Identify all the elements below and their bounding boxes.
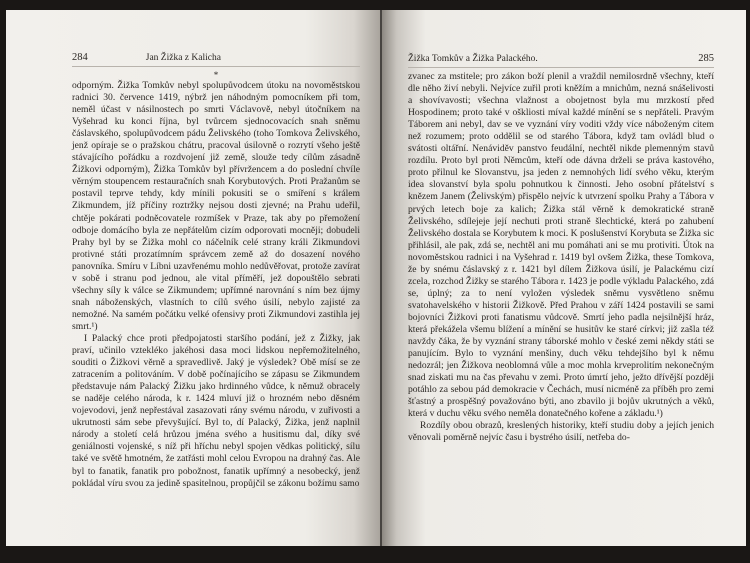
right-page-header (408, 53, 714, 68)
paragraph: zvanec za mstitele; pro zákon boží plenil a vraždil nemilosrdně všechny, kteří dle něho živí nebyli. Nejvíce zuřil proti kněžím a mnichům, nezná snášelivosti a shovívavosti; všechna vlažnost a obojetnost byla mu mrzkostí před Hospodinem; proto také v oškliosti míval každé mínění se s nepřáteli. Pravým Táborem ani nebyl, dav se ve vyznání víry voditi vždy více náboženým citem než rozumem; proto oddělil se od starého Tábora, když tam ovládl blud o svátosti oltářní. Nenáviděv panstvo feudální, nechtěl nikde plemenným stavů rozdílu. Proto byl proti Němcům, kteří ode dávna drželi se práva kastového, proto přilnul ke Slovanstvu, jsa jeden z nemnohých lidí svého věku, kterým idea slovanství byla spolu pohnutkou k činnosti. Jeho osobní přátelství s knězem Janem (Želivským) přispělo nejvíc k utvrzení spolku Prahy a Tábora v prvých letech boje za kalich; Žižka stál věrně k demokratické straně Želivského, sdílejeje její nechuti proti straně šlechtické, která po zahubení Želivského dostala se Korybutem k moci. K poslušenství Korybuta se Žižka sic přihlásil, ale pak, zdá se, nechtěl ani mu pomáhati ani se mu protiviti. Útok na novoměstskou radnici i na Vyšehrad r. 1419 byl ovšem Žižka, these Tomkova, že by snému čáslavský z r. 1421 byl dílem Žižkova úsilí, je Palackému cizí zcela, rozchod Žižky se starého Tábora r. 1423 je podle výkladu Palackého, zdá se, úplný; za to není vyložen výsledek sněmu vysvětleno sněmu svatohavelského v historii Žižkově. Před Prahou v září 1424 postavili se sami bojovníci Žižkovi proti fanatismu vůdcově. Smrtí jeho padla nejsilnější hráz, která překážela všemu blížení a mínění se husitův ke staré církvi; již zašla též navždy čáka, že by vyznání strany táborské mohlo v české zemi někdy státi se panujícím. Bylo to vyznání menšiny, duch věku tehdejšího byl k němu nedozrál; jen Žižkova neoblomná vůle a moc mohla krveprolitím nekonečným snad ziskati mu na čas převahu v zemi. Proto úmrtí jeho, ježto dřívější později potáhlo za sebou pád demokracie v Čechách, musí nicméně za příběh pro zemi šťastný a prospěšný považováno býti, ano zbavilo ji bojův ukrutných a věků, která v duchu věku svého neměla donatečného kořene a základu.¹) (408, 71, 714, 420)
paragraph: Rozdíly obou obrazů, kreslených historiky, kteří studiu doby a jejích jenich věnovali poměrně nejvíc času i bystrého úsilí, netřeba do- (408, 420, 714, 444)
paragraph: I Palacký chce proti předpojatosti staršího podání, jež z Žižky, jak praví, učinilo vztekléko jakéhosi dasa moci lidskou nepřemožitelného, souditi o Žižkovi věrně a spravedlivě. Jaký je výsledek? Obě mísí se ze zatracením a politováním. V době počínajícího se zápasu se Zikmundem představuje nám Palacký Žižku jako hrdinného vůdce, k němuž obracely se naděje celého národa, k r. 1424 mluví již o hrozném nebo děsném vojevodovi, jenž nepřestával zasazovati rány svému národu, v zuřivosti a ukrutnosti sám sebe převyšující. Byl to, dí Palacký, Žižka, jenž naplnil národy a století celá hrůzou jména svého a husitismu dal, díky své geniálnosti vojenské, s níž při hříchu nebyl spojen vědkas politický, sílu také ve světě hmotném, že zatřásti mohl celou Evropou na drahný čas. Ale byl to fanatik, fanatik pro pobožnost, fanatik upřímný a nesobecký, jenž pokládal víru svou za jedině spasitelnou, propůjčil se zákonu božímu samo (72, 332, 360, 489)
section-ornament: * (213, 70, 219, 80)
left-page-number: 284 (72, 52, 88, 63)
right-page (382, 10, 746, 546)
left-running-head: Jan Žižka z Kalicha (145, 53, 221, 63)
right-page-body (408, 71, 714, 444)
left-page (6, 10, 380, 546)
left-page-body (72, 80, 360, 490)
right-running-head: Žižka Tomkův a Žižka Palackého. (408, 54, 538, 64)
paragraph: odporným. Žižka Tomkův nebyl spolupůvodcem útoku na novoměstskou radnici 30. července 1419, nýbrž jen náhodným pomocníkem při tom, neměl účast v násilnostech po smrti Václavově, nebyl útočníkem na Vyšehrad ku konci října, byl tvůrcem sjednocovacích snah sněmu čáslavského, spolupůvodcem pádu Želivského (toho Tomkova Želivského, jenž opíraje se o pražskou chátru, pracoval úsilovně o rozrytí všeho ještě stávajícího pořádku a rozdvojení již země, slouže tedy cílům zásadně Žižkovi odporným), Žižka Tomkův byl přívržencem a do poslední chvíle věrným stoupencem restauračních snah Korybutových. Proti Pražanům se postavil teprve tehdy, kdy mínili pokusiti se o smíření s králem Zikmundem, jíž příčiny roztržky nejsou dosti zjevné; na Prahu udeřil, chtěje pokárati podněcovatele rozmíšek v Praze, tak aby po přemožení odboje domácího byla ze nepřátelům cizím odporovati mocněji; dobudeli Prahy byl by se Žižka mohl co náčelník celé strany králi Zikmundovi protivné státi prozatímním správcem země až do dosazení nového panovníka. Smíru v Líbni uzavřenému mohlo nedůvěřovat, protože zavírat v sobě i stranu pod jednou, ale vital příměří, jež dopouštělo sebrati všechny síly k válce se Zikmundem; upřímné narovnání s ním bez újmy snah náboženských, vlastních to cílů svého úsilí, nebylo zajisté za nemožné. Na samém počátku velké ofensivy proti Zikmundovi zastihla jej smrt.¹) (72, 80, 360, 332)
left-page-header (72, 52, 360, 67)
right-page-number: 285 (698, 53, 714, 64)
